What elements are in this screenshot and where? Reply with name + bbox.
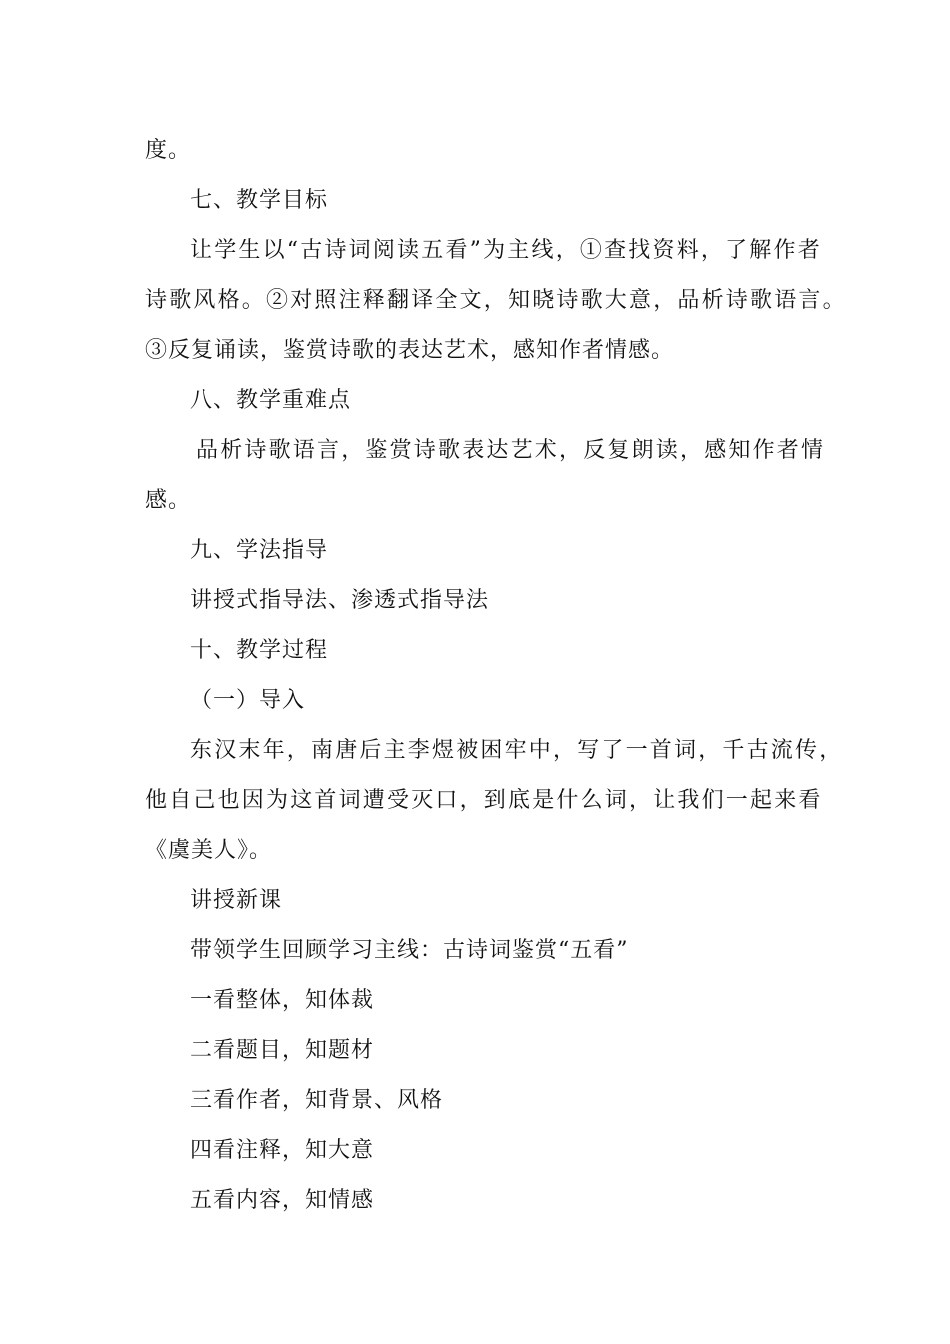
- paragraph-line: 东汉末年，南唐后主李煜被困牢中，写了一首词，千古流传，: [190, 738, 844, 763]
- section-heading-key-points: 八、教学重难点: [190, 388, 352, 413]
- list-item: 二看题目，知题材: [190, 1038, 375, 1063]
- paragraph-line: 《虞美人》。: [145, 838, 273, 863]
- list-item: 一看整体，知体裁: [190, 988, 375, 1013]
- paragraph-line: 诗歌风格。②对照注释翻译全文，知晓诗歌大意，品析诗歌语言。: [145, 288, 847, 313]
- subsection-heading-introduction: （一）导入: [190, 688, 306, 713]
- section-heading-teaching-goals: 七、教学目标: [190, 188, 329, 213]
- paragraph-line: 让学生以“古诗词阅读五看”为主线，①查找资料，了解作者: [190, 238, 822, 263]
- list-item: 五看内容，知情感: [190, 1188, 375, 1213]
- subsection-heading-new-lesson: 讲授新课: [190, 888, 283, 913]
- text-line-continuation: 度。: [145, 138, 192, 163]
- paragraph-line: 他自己也因为这首词遭受灭口，到底是什么词，让我们一起来看: [145, 788, 823, 813]
- paragraph-line: 品析诗歌语言，鉴赏诗歌表达艺术，反复朗读，感知作者情: [196, 438, 826, 463]
- paragraph-line: ③反复诵读，鉴赏诗歌的表达艺术，感知作者情感。: [145, 338, 675, 363]
- list-item: 四看注释，知大意: [190, 1138, 375, 1163]
- paragraph-line: 讲授式指导法、渗透式指导法: [190, 588, 490, 613]
- paragraph-line: 感。: [145, 488, 192, 513]
- section-heading-teaching-process: 十、教学过程: [190, 638, 329, 663]
- section-heading-study-method: 九、学法指导: [190, 538, 329, 563]
- paragraph-line: 带领学生回顾学习主线：古诗词鉴赏“五看”: [190, 938, 629, 963]
- list-item: 三看作者，知背景、风格: [190, 1088, 444, 1113]
